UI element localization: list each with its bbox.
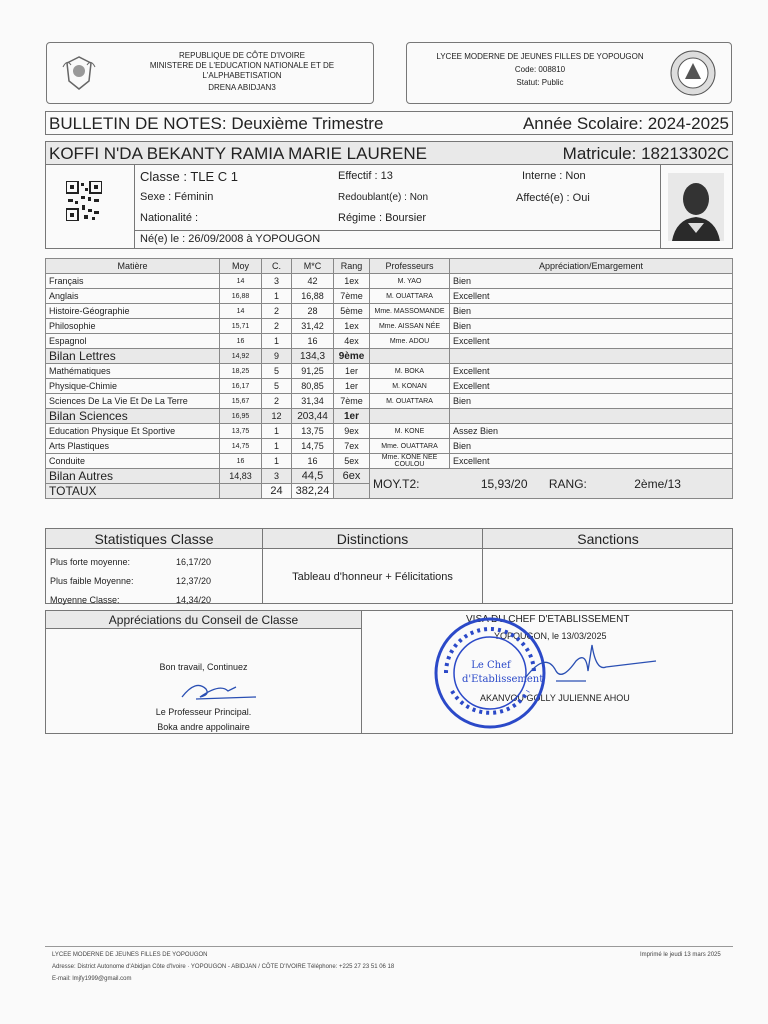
cell-rang: 4ex — [334, 334, 370, 349]
cell-rang: 1ex — [334, 274, 370, 289]
table-row — [46, 424, 733, 439]
cell-matiere: Français — [46, 274, 220, 289]
cell-app: Bien — [450, 439, 733, 454]
birth-field: Né(e) le : 26/09/2008 à YOPOUGON — [140, 233, 321, 245]
redoublant-field: Redoublant(e) : Non — [338, 192, 429, 203]
cell-c: 9 — [262, 349, 292, 364]
rang-value: 2ème/13 — [634, 476, 681, 491]
student-matricule: Matricule: 18213302C — [562, 144, 729, 163]
cell-moy: 18,25 — [220, 364, 262, 379]
footer-email: E-mail: lmjfy1999@gmail.com — [52, 976, 132, 982]
professor-name: Boka andre appolinaire — [157, 722, 250, 732]
bilan-row — [46, 349, 733, 364]
stamp-inner-text: Le Chef d'Etablissement — [462, 660, 544, 685]
cell-rang: 7ex — [334, 439, 370, 454]
cell-rang: 5ex — [334, 454, 370, 469]
distinctions-value: Tableau d'honneur + Félicitations — [292, 571, 453, 583]
cell-app: Bien — [450, 274, 733, 289]
cell-mc: 16,88 — [292, 289, 334, 304]
cell-matiere: Bilan Sciences — [46, 409, 220, 424]
cell-c: 3 — [262, 274, 292, 289]
cell-prof: Mme. MASSOMANDE — [370, 304, 450, 319]
header-left-box — [46, 42, 374, 104]
summary-cell — [370, 469, 733, 499]
col-matiere: Matière — [46, 259, 220, 274]
cell-matiere: Histoire-Géographie — [46, 304, 220, 319]
student-name-bar — [45, 141, 733, 165]
cell-matiere: Conduite — [46, 454, 220, 469]
cell-c: 2 — [262, 394, 292, 409]
stats-section — [45, 528, 733, 604]
cell-app — [450, 409, 733, 424]
cell-prof: M. OUATTARA — [370, 289, 450, 304]
cell-rang: 5ème — [334, 304, 370, 319]
cell-mc: 31,42 — [292, 319, 334, 334]
interne-field: Interne : Non — [522, 170, 586, 182]
cell-moy: 16,95 — [220, 409, 262, 424]
table-row — [46, 364, 733, 379]
cell-prof: M. BOKA — [370, 364, 450, 379]
table-row — [46, 274, 733, 289]
nationalite-field: Nationalité : — [140, 212, 199, 224]
table-row — [46, 439, 733, 454]
totaux-label: TOTAUX — [46, 484, 220, 499]
cell-moy: 16 — [220, 454, 262, 469]
cell-rang: 1er — [334, 409, 370, 424]
sanctions-title: Sanctions — [577, 531, 639, 547]
cell-mc: 13,75 — [292, 424, 334, 439]
cell-mc: 31,34 — [292, 394, 334, 409]
cell-matiere: Mathématiques — [46, 364, 220, 379]
cell-moy: 15,71 — [220, 319, 262, 334]
coat-of-arms-icon — [61, 53, 97, 93]
cell-app: Excellent — [450, 454, 733, 469]
cell-c: 12 — [262, 409, 292, 424]
cell-prof — [370, 349, 450, 364]
bilan-autres-coef: 3 — [262, 469, 292, 484]
ministry-text: MINISTERE DE L'EDUCATION NATIONALE ET DE L'ALPHABETISATION — [149, 61, 335, 80]
cell-moy: 16,88 — [220, 289, 262, 304]
footer-printed: Imprimé le jeudi 13 mars 2025 — [640, 952, 721, 958]
cell-moy: 15,67 — [220, 394, 262, 409]
cell-mc: 28 — [292, 304, 334, 319]
chef-name: AKANVOU GOLLY JULIENNE AHOU — [480, 693, 630, 703]
regime-field: Régime : Boursier — [338, 212, 427, 224]
cell-rang: 7ème — [334, 394, 370, 409]
cell-rang: 9ex — [334, 424, 370, 439]
cell-prof: M. OUATTARA — [370, 394, 450, 409]
cell-mc: 42 — [292, 274, 334, 289]
cell-matiere: Anglais — [46, 289, 220, 304]
cell-mc: 14,75 — [292, 439, 334, 454]
cell-matiere: Philosophie — [46, 319, 220, 334]
max-label: Plus forte moyenne: — [50, 557, 131, 567]
min-value: 12,37/20 — [176, 576, 212, 586]
cell-c: 2 — [262, 304, 292, 319]
conseil-section — [45, 610, 733, 734]
cell-matiere: Education Physique Et Sportive — [46, 424, 220, 439]
cell-mc: 203,44 — [292, 409, 334, 424]
school-name: LYCEE MODERNE DE JEUNES FILLES DE YOPOUGON — [436, 52, 644, 61]
chef-date: YOPOUGON, le 13/03/2025 — [494, 631, 607, 641]
school-code: Code: 008810 — [514, 65, 566, 74]
table-row — [46, 319, 733, 334]
moy-value: 15,93/20 — [480, 476, 528, 491]
cell-c: 1 — [262, 289, 292, 304]
cell-app: Excellent — [450, 289, 733, 304]
table-row — [46, 289, 733, 304]
republic-text: REPUBLIQUE DE CÔTE D'IVOIRE — [179, 51, 305, 60]
cell-c: 5 — [262, 379, 292, 394]
cell-prof: M. YAO — [370, 274, 450, 289]
chef-title: VISA DU CHEF D'ETABLISSEMENT — [466, 614, 630, 625]
title-bar — [45, 111, 733, 135]
cell-c: 5 — [262, 364, 292, 379]
bilan-autres-row — [46, 469, 733, 484]
cell-app: Excellent — [450, 364, 733, 379]
moy-label: MOY.T2: — [373, 476, 420, 491]
bilan-autres-rang: 6ex — [334, 469, 370, 484]
min-label: Plus faible Moyenne: — [50, 576, 134, 586]
cell-prof: Mme. KONE NEE COULOU — [370, 454, 450, 469]
cell-moy: 16 — [220, 334, 262, 349]
cell-rang: 7ème — [334, 289, 370, 304]
student-photo — [668, 173, 724, 241]
student-name: KOFFI N'DA BEKANTY RAMIA MARIE LAURENE — [49, 144, 427, 163]
cell-app — [450, 349, 733, 364]
col-rang: Rang — [334, 259, 370, 274]
distinctions-title: Distinctions — [336, 531, 409, 547]
bilan-autres-moy: 14,83 — [220, 469, 262, 484]
footer-address: Adresse: District Autonome d'Abidjan Côte d'Ivoire · YOPOUGON - ABIDJAN / CÔTE D'IVOIRE Téléphone: +225 27 23 51 06 18 — [52, 964, 395, 970]
cell-app: Excellent — [450, 334, 733, 349]
cell-c: 1 — [262, 424, 292, 439]
col-appreciation: Appréciation/Emargement — [450, 259, 733, 274]
cell-matiere: Arts Plastiques — [46, 439, 220, 454]
table-row — [46, 304, 733, 319]
col-mc: M*C — [292, 259, 334, 274]
table-row — [46, 454, 733, 469]
header-right-box — [406, 42, 732, 104]
cell-c: 1 — [262, 439, 292, 454]
cell-moy: 14,92 — [220, 349, 262, 364]
cell-prof: M. KONE — [370, 424, 450, 439]
col-professeurs: Professeurs — [370, 259, 450, 274]
table-header — [46, 259, 733, 274]
max-value: 16,17/20 — [176, 557, 212, 567]
cell-moy: 13,75 — [220, 424, 262, 439]
table-row — [46, 394, 733, 409]
cell-mc: 16 — [292, 334, 334, 349]
professor-signature — [176, 675, 266, 708]
cell-app: Bien — [450, 394, 733, 409]
col-moy: Moy — [220, 259, 262, 274]
effectif-field: Effectif : 13 — [338, 170, 393, 182]
qr-code-icon — [66, 181, 102, 221]
totaux-mc: 382,24 — [292, 484, 334, 499]
cell-c: 2 — [262, 319, 292, 334]
cell-mc: 134,3 — [292, 349, 334, 364]
school-logo-icon — [669, 49, 717, 97]
cell-mc: 80,85 — [292, 379, 334, 394]
classe-field: Classe : TLE C 1 — [140, 169, 239, 184]
bulletin-title: BULLETIN DE NOTES: Deuxième Trimestre — [49, 114, 384, 133]
avg-value: 14,34/20 — [176, 595, 212, 605]
cell-rang: 1er — [334, 379, 370, 394]
chef-signature — [516, 641, 666, 696]
cell-moy: 14 — [220, 304, 262, 319]
affecte-field: Affecté(e) : Oui — [516, 192, 590, 204]
cell-app: Assez Bien — [450, 424, 733, 439]
cell-prof — [370, 409, 450, 424]
school-status: Statut: Public — [516, 78, 564, 87]
col-coef: C. — [262, 259, 292, 274]
stats-title: Statistiques Classe — [94, 531, 214, 547]
cell-prof: Mme. ADOU — [370, 334, 450, 349]
student-info-box — [45, 165, 733, 249]
cell-mc: 91,25 — [292, 364, 334, 379]
cell-c: 1 — [262, 454, 292, 469]
bilan-row — [46, 409, 733, 424]
cell-rang: 1er — [334, 364, 370, 379]
cell-rang: 9ème — [334, 349, 370, 364]
cell-matiere: Physique-Chimie — [46, 379, 220, 394]
avg-label: Moyenne Classe: — [50, 595, 120, 605]
rang-label: RANG: — [548, 476, 587, 491]
cell-app: Excellent — [450, 379, 733, 394]
conseil-comment: Bon travail, Continuez — [159, 662, 248, 672]
cell-matiere: Espagnol — [46, 334, 220, 349]
cell-prof: Mme. OUATTARA — [370, 439, 450, 454]
cell-prof: Mme. AISSAN NÉE — [370, 319, 450, 334]
school-year: Année Scolaire: 2024-2025 — [522, 114, 729, 133]
cell-app: Bien — [450, 304, 733, 319]
drena-text: DRENA ABIDJAN3 — [208, 83, 276, 92]
cell-moy: 14 — [220, 274, 262, 289]
cell-rang: 1ex — [334, 319, 370, 334]
cell-matiere: Bilan Lettres — [46, 349, 220, 364]
totaux-coef: 24 — [262, 484, 292, 499]
table-row — [46, 334, 733, 349]
cell-c: 1 — [262, 334, 292, 349]
cell-mc: 16 — [292, 454, 334, 469]
cell-prof: M. KONAN — [370, 379, 450, 394]
cell-moy: 14,75 — [220, 439, 262, 454]
cell-moy: 16,17 — [220, 379, 262, 394]
footer-school: LYCEE MODERNE DE JEUNES FILLES DE YOPOUGON — [52, 952, 208, 958]
grades-table — [45, 258, 733, 499]
bilan-autres-label: Bilan Autres — [46, 469, 220, 484]
sexe-field: Sexe : Féminin — [140, 191, 214, 203]
cell-app: Bien — [450, 319, 733, 334]
professor-role: Le Professeur Principal. — [155, 707, 252, 717]
conseil-title: Appréciations du Conseil de Classe — [108, 613, 299, 627]
cell-matiere: Sciences De La Vie Et De La Terre — [46, 394, 220, 409]
bilan-autres-mc: 44,5 — [292, 469, 334, 484]
table-row — [46, 379, 733, 394]
